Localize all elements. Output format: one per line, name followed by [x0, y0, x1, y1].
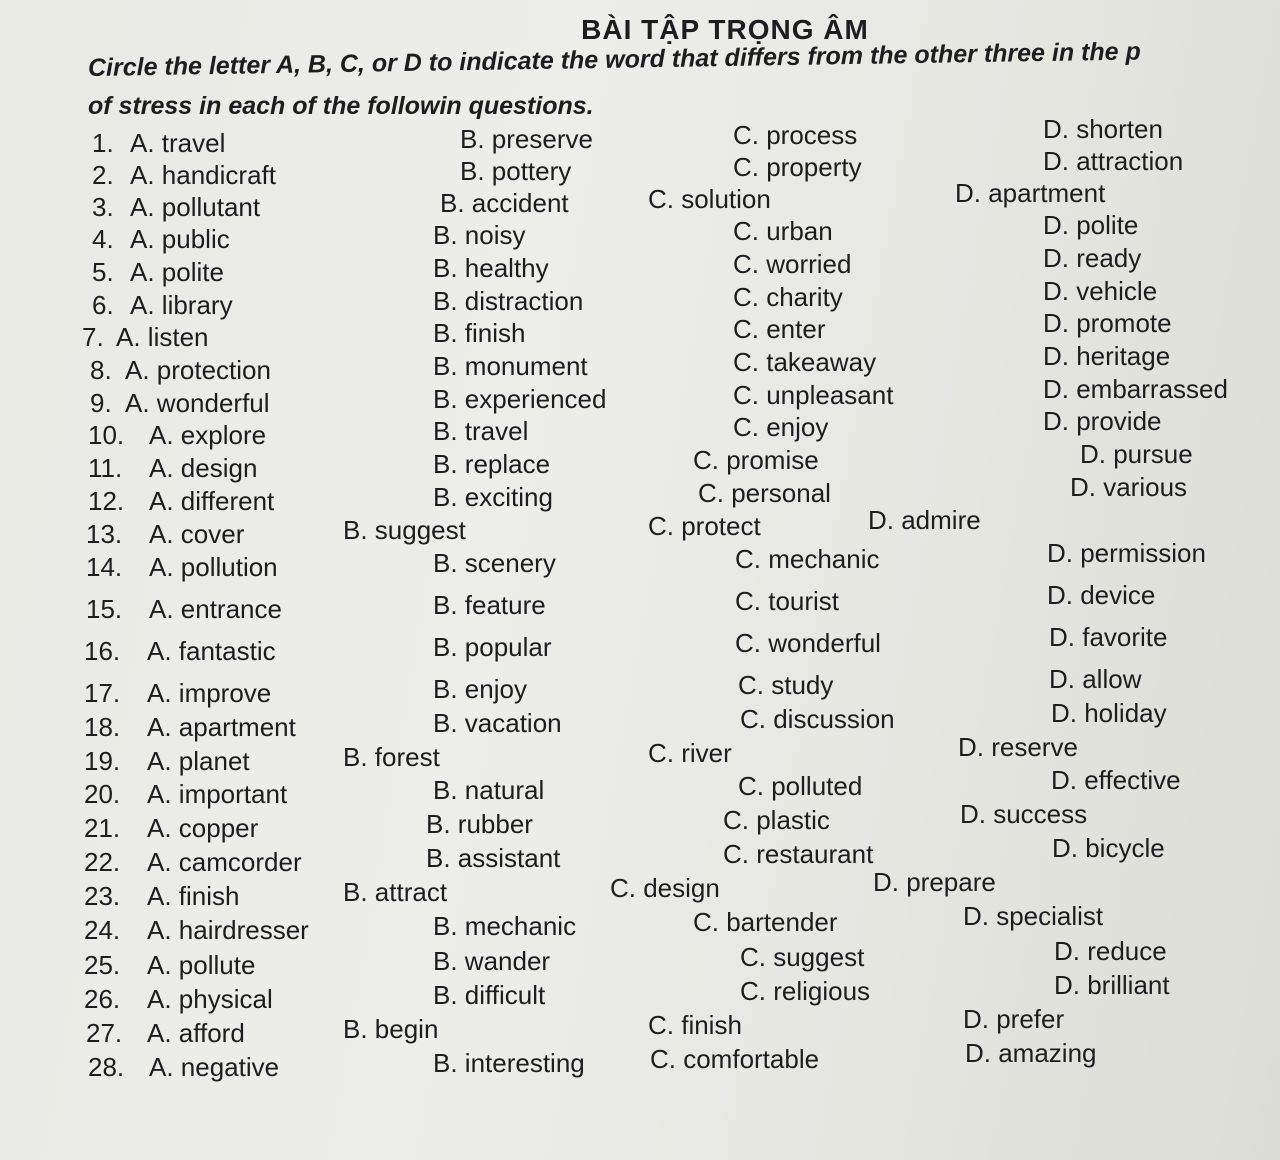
answer-option-c[interactable]: C. restaurant	[723, 839, 874, 869]
question-row	[0, 472, 1280, 520]
answer-option-b[interactable]: B. accident	[440, 188, 569, 218]
answer-option-c[interactable]: C. mechanic	[735, 544, 880, 574]
answer-option-a[interactable]: A. pollution	[149, 552, 278, 582]
answer-option-a[interactable]: A. different	[149, 486, 275, 516]
question-number: 22.	[84, 847, 121, 877]
answer-option-b[interactable]: B. natural	[433, 775, 545, 805]
answer-option-b[interactable]: B. scenery	[433, 548, 556, 578]
question-number: 13.	[86, 519, 123, 549]
question-number: 24.	[84, 915, 121, 945]
answer-option-a[interactable]: A. library	[130, 290, 233, 320]
answer-option-b[interactable]: B. pottery	[460, 156, 572, 186]
answer-option-a[interactable]: A. copper	[147, 813, 259, 843]
question-row	[0, 970, 1280, 1018]
answer-option-d[interactable]: D. bicycle	[1052, 833, 1165, 863]
answer-option-d[interactable]: D. favorite	[1049, 622, 1168, 652]
answer-option-b[interactable]: B. forest	[343, 742, 440, 772]
answer-option-d[interactable]: D. holiday	[1051, 698, 1167, 728]
answer-option-c[interactable]: C. takeaway	[733, 347, 877, 377]
answer-option-a[interactable]: A. design	[149, 453, 258, 483]
answer-option-b[interactable]: B. distraction	[433, 286, 584, 316]
answer-option-c[interactable]: C. unpleasant	[733, 380, 894, 410]
answer-option-d[interactable]: D. amazing	[965, 1038, 1097, 1068]
answer-option-d[interactable]: D. allow	[1049, 664, 1142, 694]
answer-option-a[interactable]: A. listen	[116, 322, 209, 352]
answer-option-c[interactable]: C. wonderful	[735, 628, 881, 658]
answer-option-c[interactable]: C. enter	[733, 314, 826, 344]
answer-option-d[interactable]: D. prepare	[873, 867, 996, 897]
question-number: 27.	[86, 1018, 123, 1048]
question-row	[0, 698, 1280, 746]
answer-option-b[interactable]: B. difficult	[433, 980, 546, 1010]
answer-option-a[interactable]: A. camcorder	[147, 847, 302, 877]
answer-option-d[interactable]: D. permission	[1047, 538, 1206, 568]
answer-option-c[interactable]: C. study	[738, 670, 834, 700]
question-number: 19.	[84, 746, 121, 776]
question-number: 3.	[92, 192, 114, 222]
answer-option-b[interactable]: B. attract	[343, 877, 448, 907]
answer-option-c[interactable]: C. process	[733, 120, 858, 150]
question-number: 16.	[84, 636, 121, 666]
answer-option-d[interactable]: D. success	[960, 799, 1088, 829]
question-number: 6.	[92, 290, 114, 320]
answer-option-d[interactable]: D. vehicle	[1043, 276, 1158, 306]
answer-option-d[interactable]: D. pursue	[1080, 439, 1193, 469]
instruction-line-2: of stress in each of the followin questions.	[88, 92, 594, 120]
answer-option-a[interactable]: A. improve	[147, 678, 272, 708]
question-number: 1.	[92, 128, 114, 158]
question-number: 17.	[84, 678, 121, 708]
answer-option-a[interactable]: A. entrance	[149, 594, 282, 624]
answer-option-a[interactable]: A. negative	[149, 1052, 280, 1082]
answer-option-c[interactable]: C. bartender	[693, 907, 838, 937]
answer-option-b[interactable]: B. enjoy	[433, 674, 527, 704]
answer-option-a[interactable]: A. finish	[147, 881, 240, 911]
answer-option-b[interactable]: B. vacation	[433, 708, 562, 738]
answer-option-c[interactable]: C. suggest	[740, 942, 865, 972]
answer-option-c[interactable]: C. comfortable	[650, 1044, 820, 1074]
question-number: 9.	[90, 388, 112, 418]
answer-option-d[interactable]: D. polite	[1043, 210, 1139, 240]
question-number: 12.	[88, 486, 125, 516]
answer-option-b[interactable]: B. exciting	[433, 482, 553, 512]
answer-option-d[interactable]: D. various	[1070, 472, 1188, 502]
answer-option-b[interactable]: B. monument	[433, 351, 588, 381]
answer-option-b[interactable]: B. interesting	[433, 1048, 585, 1078]
question-number: 8.	[90, 355, 112, 385]
answer-option-c[interactable]: C. protect	[648, 511, 761, 541]
answer-option-c[interactable]: C. polluted	[738, 771, 863, 801]
answer-option-b[interactable]: B. wander	[433, 946, 551, 976]
answer-option-d[interactable]: D. reserve	[958, 732, 1078, 762]
question-number: 2.	[92, 160, 114, 190]
answer-option-b[interactable]: B. travel	[433, 416, 529, 446]
answer-option-d[interactable]: D. prefer	[963, 1004, 1065, 1034]
answer-option-d[interactable]: D. admire	[868, 505, 981, 535]
answer-option-b[interactable]: B. mechanic	[433, 911, 577, 941]
instruction-line-1: Circle the letter A, B, C, or D to indicate the word that differs from the other three in the p	[87, 37, 1141, 82]
question-number: 21.	[84, 813, 121, 843]
answer-option-a[interactable]: A. wonderful	[125, 388, 270, 418]
answer-option-a[interactable]: A. public	[130, 224, 230, 254]
answer-option-d[interactable]: D. device	[1047, 580, 1156, 610]
answer-option-a[interactable]: A. physical	[147, 984, 273, 1014]
answer-option-b[interactable]: B. popular	[433, 632, 552, 662]
question-number: 18.	[84, 712, 121, 742]
answer-option-a[interactable]: A. planet	[147, 746, 250, 776]
answer-option-b[interactable]: B. assistant	[426, 843, 561, 873]
answer-option-d[interactable]: D. reduce	[1054, 936, 1167, 966]
answer-option-a[interactable]: A. polite	[130, 257, 224, 287]
answer-option-d[interactable]: D. apartment	[955, 178, 1106, 208]
answer-option-a[interactable]: A. fantastic	[147, 636, 276, 666]
worksheet-title: BÀI TẬP TRỌNG ÂM	[581, 14, 869, 45]
answer-option-b[interactable]: B. suggest	[343, 515, 466, 545]
answer-option-d[interactable]: D. heritage	[1043, 341, 1171, 371]
answer-option-d[interactable]: D. embarrassed	[1043, 374, 1228, 404]
answer-option-c[interactable]: C. solution	[648, 184, 771, 214]
answer-option-a[interactable]: A. explore	[149, 420, 267, 450]
answer-option-a[interactable]: A. important	[147, 779, 288, 809]
answer-option-b[interactable]: B. experienced	[433, 384, 607, 414]
answer-option-a[interactable]: A. pollute	[147, 950, 256, 980]
answer-option-c[interactable]: C. finish	[648, 1010, 742, 1040]
answer-option-b[interactable]: B. healthy	[433, 253, 549, 283]
answer-option-a[interactable]: A. cover	[149, 519, 245, 549]
answer-option-d[interactable]: D. effective	[1051, 765, 1181, 795]
question-number: 14.	[86, 552, 123, 582]
answer-option-b[interactable]: B. noisy	[433, 220, 526, 250]
answer-option-b[interactable]: B. rubber	[426, 809, 533, 839]
answer-option-d[interactable]: D. provide	[1043, 406, 1162, 436]
answer-option-c[interactable]: C. religious	[740, 976, 871, 1006]
answer-option-a[interactable]: A. handicraft	[130, 160, 276, 190]
answer-option-c[interactable]: C. tourist	[735, 586, 840, 616]
answer-option-b[interactable]: B. replace	[433, 449, 551, 479]
question-row	[0, 1038, 1280, 1086]
answer-option-c[interactable]: C. urban	[733, 216, 833, 246]
answer-option-a[interactable]: A. travel	[130, 128, 226, 158]
question-number: 28.	[88, 1052, 125, 1082]
answer-option-c[interactable]: C. design	[610, 873, 720, 903]
question-number: 10.	[88, 420, 125, 450]
answer-option-a[interactable]: A. apartment	[147, 712, 296, 742]
answer-option-c[interactable]: C. personal	[698, 478, 831, 508]
answer-option-d[interactable]: D. shorten	[1043, 114, 1163, 144]
answer-option-b[interactable]: B. feature	[433, 590, 546, 620]
answer-option-b[interactable]: B. begin	[343, 1014, 439, 1044]
answer-option-b[interactable]: B. finish	[433, 318, 526, 348]
question-number: 4.	[92, 224, 114, 254]
answer-option-c[interactable]: C. river	[648, 738, 732, 768]
question-number: 11.	[88, 453, 123, 483]
answer-option-c[interactable]: C. enjoy	[733, 412, 829, 442]
question-number: 23.	[84, 881, 121, 911]
answer-option-a[interactable]: A. hairdresser	[147, 915, 309, 945]
answer-option-d[interactable]: D. brilliant	[1054, 970, 1170, 1000]
question-number: 25.	[84, 950, 121, 980]
answer-option-c[interactable]: C. plastic	[723, 805, 830, 835]
question-row	[0, 765, 1280, 813]
question-number: 15.	[86, 594, 123, 624]
answer-option-d[interactable]: D. ready	[1043, 243, 1142, 273]
answer-option-a[interactable]: A. protection	[125, 355, 271, 385]
answer-option-c[interactable]: C. worried	[733, 249, 852, 279]
answer-option-b[interactable]: B. preserve	[460, 124, 593, 154]
answer-option-a[interactable]: A. pollutant	[130, 192, 261, 222]
answer-option-c[interactable]: C. discussion	[740, 704, 895, 734]
question-number: 7.	[82, 322, 104, 352]
question-number: 5.	[92, 257, 114, 287]
answer-option-a[interactable]: A. afford	[147, 1018, 245, 1048]
answer-option-c[interactable]: C. charity	[733, 282, 843, 312]
answer-option-d[interactable]: D. specialist	[963, 901, 1104, 931]
answer-option-c[interactable]: C. property	[733, 152, 862, 182]
answer-option-d[interactable]: D. promote	[1043, 308, 1172, 338]
question-number: 20.	[84, 779, 121, 809]
answer-option-d[interactable]: D. attraction	[1043, 146, 1184, 176]
answer-option-c[interactable]: C. promise	[693, 445, 819, 475]
question-number: 26.	[84, 984, 121, 1014]
